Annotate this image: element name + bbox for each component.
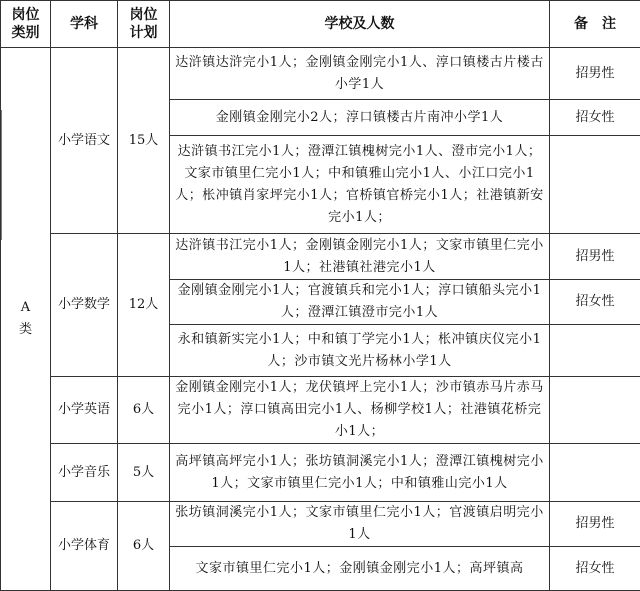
- plan-cell: 6人: [118, 502, 170, 591]
- plan-cell: 5人: [118, 444, 170, 502]
- remark-cell: [550, 377, 640, 444]
- table-row: [1, 444, 640, 502]
- subject-cell: 小学音乐: [51, 444, 118, 502]
- subject-cell: 小学英语: [51, 377, 118, 444]
- subject-cell: 小学语文: [51, 48, 118, 234]
- subject-cell: 小学数学: [51, 234, 118, 377]
- plan-cell: 15人: [118, 48, 170, 234]
- remark-cell: 招女性: [550, 280, 640, 325]
- school-cell: 文家市镇里仁完小1人；金刚镇金刚完小1人；高坪镇高: [170, 547, 550, 591]
- remark-cell: 招女性: [550, 547, 640, 591]
- header-plan: 岗位计划: [118, 1, 170, 48]
- header-row: [1, 1, 640, 48]
- remark-cell: 招男性: [550, 502, 640, 547]
- school-cell: 金刚镇金刚完小1人；官渡镇兵和完小1人；淳口镇船头完小1人；澄潭江镇澄市完小1人: [170, 280, 550, 325]
- header-subject: 学科: [51, 1, 118, 48]
- header-schools: 学校及人数: [170, 1, 550, 48]
- subject-cell: 小学体育: [51, 502, 118, 591]
- table-row: [1, 377, 640, 444]
- remark-cell: 招男性: [550, 234, 640, 280]
- table-row: [1, 502, 640, 547]
- school-cell: 达浒镇书江完小1人；金刚镇金刚完小1人；文家市镇里仁完小1人；社港镇社港完小1人: [170, 234, 550, 280]
- school-cell: 金刚镇金刚完小1人；龙伏镇坪上完小1人；沙市镇赤马片赤马完小1人；淳口镇高田完小1人、杨柳学校1人；社港镇花桥完小1人；: [170, 377, 550, 444]
- header-remark: 备 注: [550, 1, 640, 48]
- category-cell: A 类: [1, 48, 51, 591]
- school-cell: 金刚镇金刚完小2人；淳口镇楼古片南冲小学1人: [170, 100, 550, 136]
- remark-cell: 招男性: [550, 48, 640, 100]
- remark-cell: 招女性: [550, 100, 640, 136]
- table-row: [1, 234, 640, 280]
- remark-cell: [550, 136, 640, 234]
- school-cell: 达浒镇书江完小1人；澄潭江镇槐树完小1人、澄市完小1人；文家市镇里仁完小1人；中和镇雅山完小1人、小江口完小1人；枨冲镇肖家坪完小1人；官桥镇官桥完小1人；社港镇新安完小1人；: [170, 136, 550, 234]
- school-cell: 达浒镇达浒完小1人；金刚镇金刚完小1人、淳口镇楼古片楼古小学1人: [170, 48, 550, 100]
- remark-cell: [550, 444, 640, 502]
- school-cell: 永和镇新实完小1人；中和镇丁学完小1人；枨冲镇庆仪完小1人；沙市镇文光片杨林小学1人: [170, 325, 550, 377]
- plan-cell: 12人: [118, 234, 170, 377]
- remark-cell: [550, 325, 640, 377]
- header-category: 岗位类别: [1, 1, 51, 48]
- school-cell: 张坊镇洞溪完小1人；文家市镇里仁完小1人；官渡镇启明完小1人: [170, 502, 550, 547]
- table-row: [1, 48, 640, 100]
- school-cell: 高坪镇高坪完小1人；张坊镇洞溪完小1人；澄潭江镇槐树完小1人；文家市镇里仁完小1人；中和镇雅山完小1人: [170, 444, 550, 502]
- plan-cell: 6人: [118, 377, 170, 444]
